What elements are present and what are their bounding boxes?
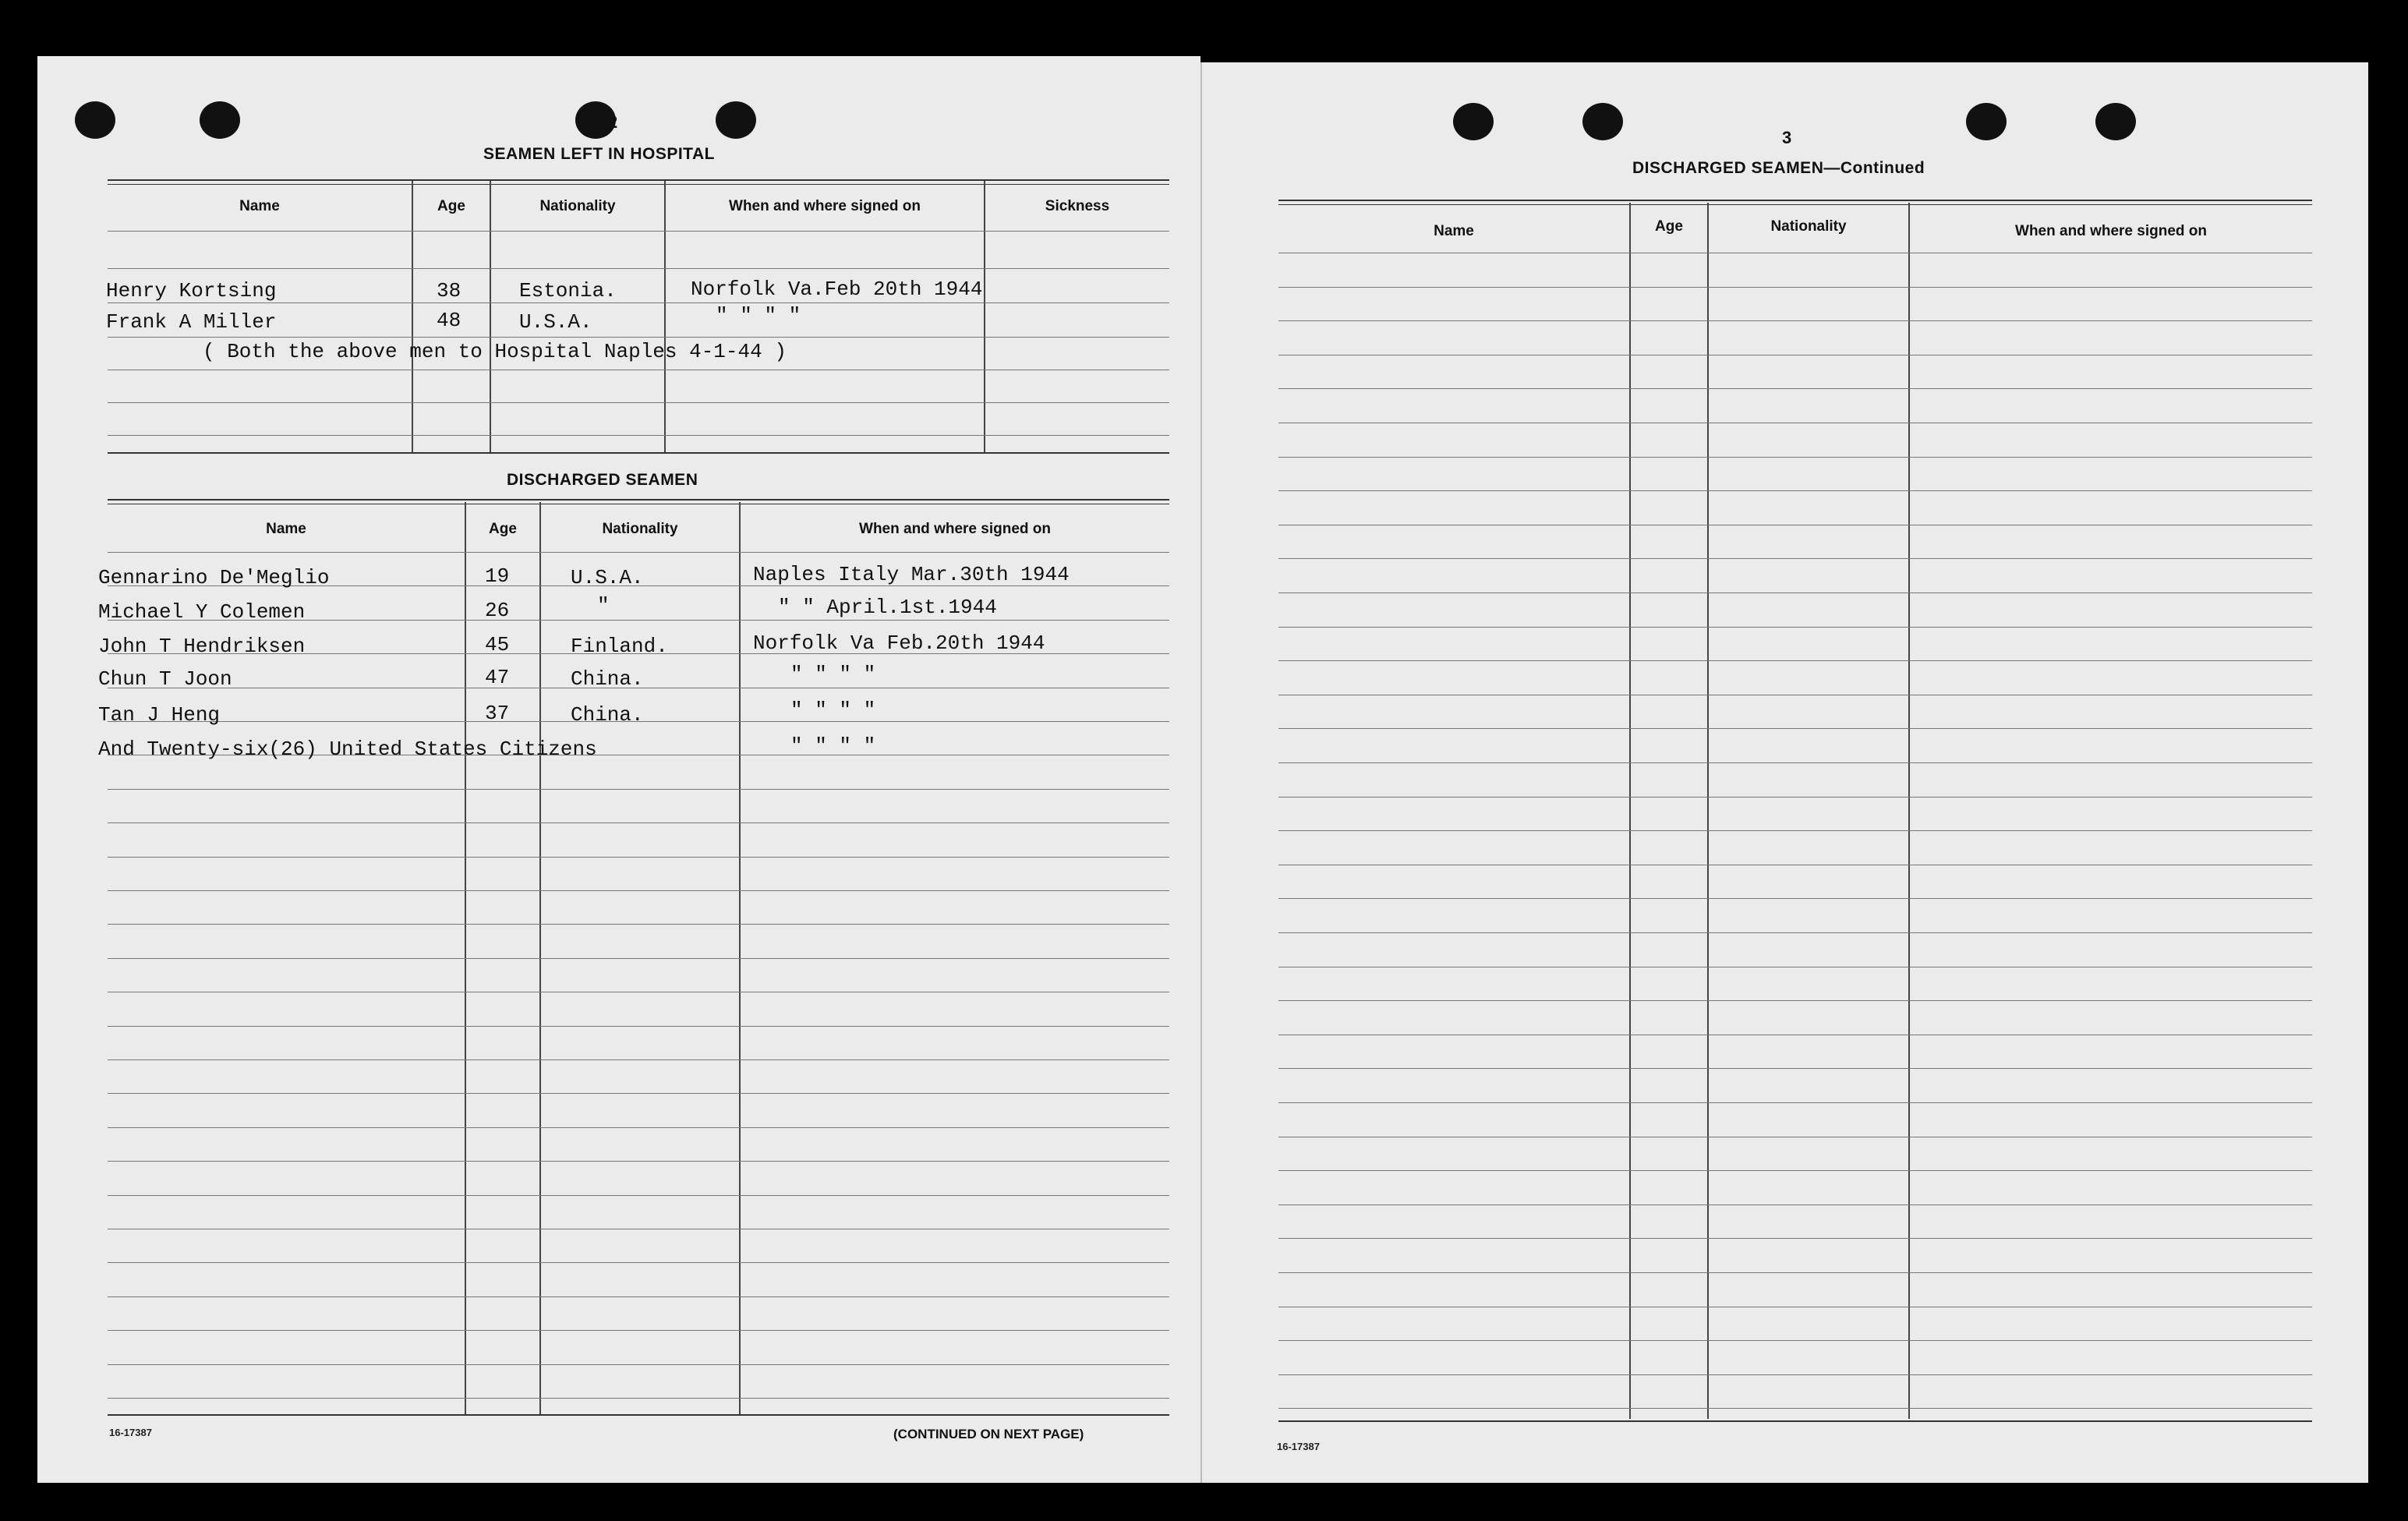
ruled-line — [1278, 1170, 2312, 1171]
continued-footer: (CONTINUED ON NEXT PAGE) — [893, 1427, 1084, 1441]
ruled-line — [1278, 592, 2312, 593]
ruled-line — [1278, 320, 2312, 321]
seaman-nationality: " — [597, 594, 610, 617]
ruled-line — [108, 1195, 1169, 1196]
seaman-name: Michael Y Colemen — [98, 600, 306, 624]
ruled-line — [1278, 457, 2312, 458]
ruled-line — [108, 552, 1169, 553]
ruled-line — [108, 1127, 1169, 1128]
ruled-line — [1278, 1102, 2312, 1103]
ruled-line — [108, 1296, 1169, 1297]
ruled-line — [108, 1093, 1169, 1094]
form-number: 16-17387 — [1277, 1441, 1320, 1452]
ruled-line — [1278, 1204, 2312, 1205]
ruled-line — [1278, 830, 2312, 831]
ruled-line — [1278, 1408, 2312, 1409]
seaman-age: 26 — [485, 599, 510, 622]
page-number: 2 — [608, 112, 618, 132]
hospital-section-title: SEAMEN LEFT IN HOSPITAL — [483, 145, 715, 163]
seaman-nationality: U.S.A. — [519, 310, 592, 334]
ruled-line — [108, 958, 1169, 959]
ruled-line — [1278, 660, 2312, 661]
seaman-nationality: Finland. — [571, 635, 668, 658]
seaman-name: Henry Kortsing — [106, 279, 277, 302]
continued-header-age: Age — [1655, 218, 1683, 235]
ruled-line — [108, 789, 1169, 790]
seaman-nationality: Estonia. — [519, 279, 617, 302]
seaman-age: 19 — [485, 564, 510, 588]
ruled-line — [1278, 388, 2312, 389]
ruled-line — [1278, 797, 2312, 798]
ruled-line — [108, 890, 1169, 891]
ruled-line — [108, 1398, 1169, 1399]
ruled-line — [108, 1059, 1169, 1060]
hospital-header-sickness: Sickness — [1045, 198, 1110, 214]
ruled-line — [108, 1330, 1169, 1331]
discharged-header-signed-on: When and where signed on — [859, 521, 1051, 537]
right-page — [1200, 62, 2368, 1483]
seaman-age: 47 — [485, 666, 510, 689]
continued-header-name: Name — [1434, 223, 1474, 239]
ruled-line — [1278, 627, 2312, 628]
ruled-line — [1278, 1374, 2312, 1375]
discharged-header-name: Name — [266, 521, 306, 537]
seaman-nationality: China. — [571, 703, 644, 727]
punch-hole — [1453, 103, 1494, 140]
seaman-name: Frank A Miller — [106, 310, 277, 334]
ruled-line — [108, 1262, 1169, 1263]
seaman-name: Chun T Joon — [98, 667, 232, 691]
discharged-section-title: DISCHARGED SEAMEN — [507, 471, 698, 489]
ruled-line — [108, 822, 1169, 823]
seaman-signed-on: Norfolk Va.Feb 20th 1944 — [691, 278, 983, 301]
ruled-line — [1278, 490, 2312, 491]
ruled-line — [1278, 1000, 2312, 1001]
ruled-line — [1278, 932, 2312, 933]
seaman-signed-on: " " " " — [790, 699, 876, 722]
seaman-signed-on: " " April.1st.1944 — [778, 596, 997, 619]
ruled-line — [1278, 1420, 2312, 1422]
ruled-line — [1278, 1340, 2312, 1341]
seaman-name: Tan J Heng — [98, 703, 221, 727]
hospital-header-nationality: Nationality — [539, 198, 616, 214]
continued-section-title: DISCHARGED SEAMEN—Continued — [1632, 159, 1925, 177]
seaman-age: 38 — [437, 279, 461, 302]
punch-hole — [2095, 103, 2136, 140]
discharged-header-nationality: Nationality — [602, 521, 678, 537]
continued-header-nationality: Nationality — [1770, 218, 1847, 235]
hospital-header-signed-on: When and where signed on — [729, 198, 921, 214]
ruled-line — [1278, 898, 2312, 899]
page-number: 3 — [1782, 128, 1792, 147]
seaman-signed-on: " " " " — [716, 304, 801, 327]
seaman-age: 48 — [437, 309, 461, 332]
seaman-age: 45 — [485, 633, 510, 656]
ruled-line — [1278, 287, 2312, 288]
form-number: 16-17387 — [109, 1427, 152, 1438]
ruled-line — [1278, 1272, 2312, 1273]
seaman-nationality: U.S.A. — [571, 566, 644, 589]
ruled-line — [108, 924, 1169, 925]
seaman-nationality: China. — [571, 667, 644, 691]
continued-header-signed-on: When and where signed on — [2015, 223, 2207, 239]
discharged-note-ditto: " " " " — [790, 734, 876, 758]
punch-hole — [75, 101, 115, 139]
ruled-line — [1278, 762, 2312, 763]
ruled-line — [1278, 1238, 2312, 1239]
ruled-line — [108, 1414, 1169, 1416]
seaman-signed-on: Norfolk Va Feb.20th 1944 — [753, 631, 1045, 655]
punch-hole — [716, 101, 756, 139]
hospital-header-age: Age — [437, 198, 465, 214]
punch-hole — [1966, 103, 2007, 140]
punch-hole — [200, 101, 240, 139]
seaman-name: Gennarino De'Meglio — [98, 566, 330, 589]
hospital-note: ( Both the above men to Hospital Naples 4-1-44 ) — [203, 340, 787, 363]
ruled-line — [108, 1364, 1169, 1365]
ruled-line — [108, 1026, 1169, 1027]
ruled-line — [108, 1161, 1169, 1162]
ruled-line — [108, 857, 1169, 858]
seaman-signed-on: " " " " — [790, 663, 876, 686]
seaman-name: John T Hendriksen — [98, 635, 306, 658]
ruled-line — [1278, 728, 2312, 729]
hospital-header-name: Name — [239, 198, 280, 214]
punch-hole — [1582, 103, 1623, 140]
seaman-age: 37 — [485, 702, 510, 725]
left-page — [37, 56, 1200, 1483]
discharged-header-age: Age — [489, 521, 517, 537]
ruled-line — [1278, 1068, 2312, 1069]
ruled-line — [1278, 558, 2312, 559]
seaman-signed-on: Naples Italy Mar.30th 1944 — [753, 563, 1070, 586]
discharged-note: And Twenty-six(26) United States Citizens — [98, 738, 597, 761]
